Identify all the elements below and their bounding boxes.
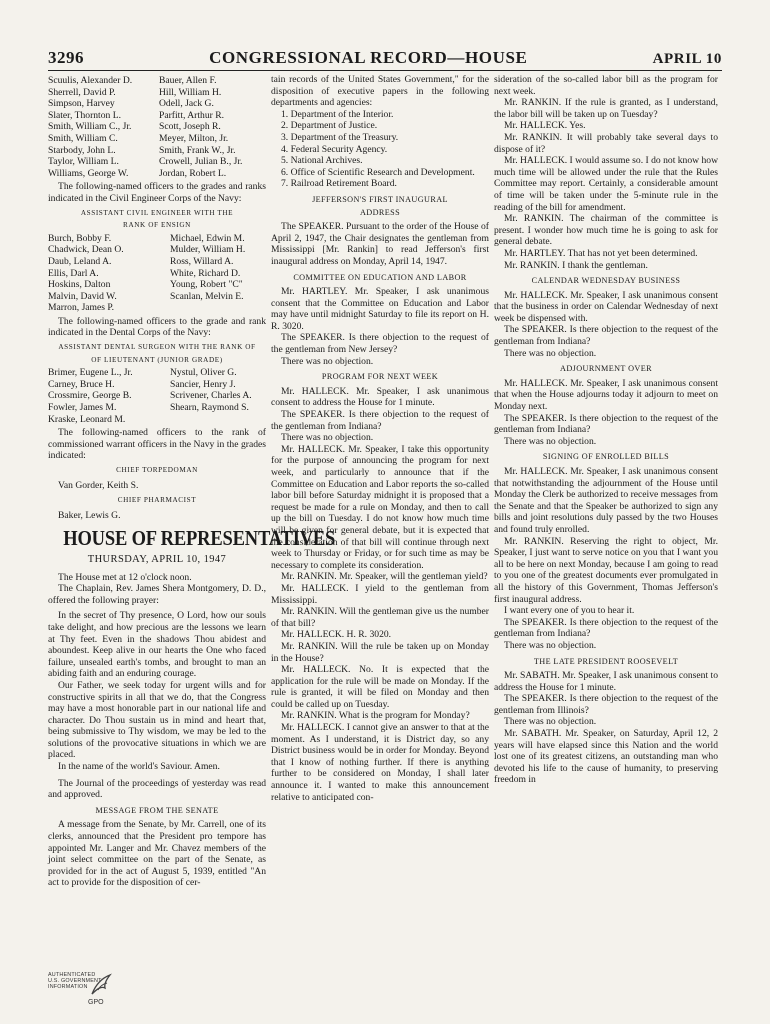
- speaker-objection-5: The SPEAKER. Is there objection to the request of the gentleman from Indiana?: [494, 616, 718, 640]
- rankin-hear-it: I want every one of you to hear it.: [504, 605, 635, 617]
- nominee-name: Ross, Willard A.: [170, 255, 234, 267]
- nominee-name: White, Richard D.: [170, 267, 241, 279]
- nominee-name: Parfitt, Arthur R.: [159, 109, 225, 121]
- speaker-objection-2: The SPEAKER. Is there objection to the request of the gentleman from Indiana?: [271, 409, 489, 432]
- nominee-name: Brimer, Eugene L., Jr.: [48, 367, 133, 379]
- rankin-chairman: Mr. RANKIN. The chairman of the committee is present. I wonder how much time he is going to ask for general debate.: [494, 213, 718, 248]
- nominee-name: Ellis, Darl A.: [48, 267, 99, 279]
- nominee-name: Crowell, Julian B., Jr.: [159, 156, 243, 168]
- session-date: THURSDAY, APRIL 10, 1947: [87, 553, 227, 565]
- chaplain-intro: The Chaplain, Rev. James Shera Montgomery, D. D., offered the following prayer:: [48, 583, 266, 606]
- nominee-name: Malvin, David W.: [48, 290, 117, 302]
- nominee-name: Sherrell, David P.: [48, 86, 116, 98]
- nominee-name: Simpson, Harvey: [48, 98, 115, 110]
- nominee-name: Taylor, William L.: [48, 156, 119, 168]
- gpo-seal-text-2: U.S. GOVERNMENT: [48, 978, 102, 985]
- nominee-name: Smith, Frank W., Jr.: [159, 144, 236, 156]
- nominee-name: Scuulis, Alexander D.: [48, 75, 133, 86]
- gpo-seal-text-3: INFORMATION: [48, 984, 88, 991]
- halleck-assume: Mr. HALLECK. I would assume so. I do not know how much time will be allowed under the rule that the Rules Committee may report. Certainly, a considerable amount of time will be taken under the 5-minute rule in the reading of the bill for amendment.: [494, 155, 718, 213]
- nominee-name: Marron, James P.: [48, 302, 115, 314]
- rankin-several-days: Mr. RANKIN. It will probably take several days to dispose of it?: [494, 131, 718, 155]
- nominee-name: Burch, Bobby F.: [48, 232, 112, 244]
- jefferson-heading: JEFFERSON'S FIRST INAUGURAL: [312, 194, 448, 204]
- list-item: 3. Department of the Treasury.: [281, 131, 399, 143]
- nominee-name: Meyer, Milton, Jr.: [159, 132, 229, 144]
- no-objection-6: There was no objection.: [504, 716, 597, 728]
- nominee-name: Hoskins, Dalton: [48, 279, 111, 291]
- gpo-seal-text-1: AUTHENTICATED: [48, 972, 96, 978]
- prayer-paragraph-2: Our Father, we seek today for urgent wills and for constructive spirits in all that we do, that the Congress may have a most honorable part in our national life and character. Do Thou sustain us in mind and heart that, being submissive to Thy wisdom, we may be led to the solutions of the provocative situations in which we are placed.: [48, 679, 266, 761]
- page-header: [48, 48, 722, 72]
- page-number: 3296: [48, 48, 84, 67]
- prayer-paragraph-3: In the name of the world's Saviour. Amen.: [58, 761, 220, 773]
- no-objection-5: There was no objection.: [504, 639, 597, 651]
- halleck-request-1: Mr. HALLECK. Mr. Speaker, I ask unanimous consent to address the House for 1 minute.: [271, 385, 489, 409]
- prayer-paragraph-1: In the secret of Thy presence, O Lord, how our souls take delight, and how precious are the lessons we learn at Thy feet. Even in the shadows Thou abidest and aboundest. Keep alive in our hearts the One who faced failure, unsealed earth's tombs, and brought to man an abiding faith and an enduring courage.: [48, 610, 266, 680]
- nominee-name: Smith, William C.: [48, 132, 118, 144]
- halleck-bill-number: Mr. HALLECK. H. R. 3020.: [281, 629, 392, 641]
- program-heading: PROGRAM FOR NEXT WEEK: [321, 372, 439, 382]
- roosevelt-heading: THE LATE PRESIDENT ROOSEVELT: [533, 656, 679, 666]
- torpedoman-subheading: CHIEF TORPEDOMAN: [116, 466, 198, 474]
- speaker-objection-3: The SPEAKER. Is there objection to the request of the gentleman from Indiana?: [494, 324, 718, 348]
- halleck-yes: Mr. HALLECK. Yes.: [504, 120, 586, 132]
- no-objection-3: There was no objection.: [504, 347, 597, 359]
- list-item: 1. Department of the Interior.: [281, 108, 394, 120]
- eagle-icon: [88, 972, 114, 1000]
- halleck-adjourn: Mr. HALLECK. Mr. Speaker, I ask unanimous consent that when the House adjourns today it adjourn to meet on Monday next.: [494, 377, 718, 413]
- nominee-name: Scanlan, Melvin E.: [170, 290, 244, 302]
- hartley-not-determined: Mr. HARTLEY. That has not yet been determined.: [504, 247, 698, 259]
- nominee-name: Carney, Bruce H.: [48, 378, 115, 390]
- column-2: [271, 74, 489, 803]
- halleck-calendar: Mr. HALLECK. Mr. Speaker, I ask unanimous consent that the business in order on Calendar Wednesday of next week be dispensed with.: [494, 289, 718, 324]
- rankin-rule-monday: Mr. RANKIN. Will the rule be taken up on Monday in the House?: [271, 640, 489, 664]
- speaker-objection-1: The SPEAKER. Is there objection to the request of the gentleman from New Jersey?: [271, 332, 489, 356]
- rankin-thanks: Mr. RANKIN. I thank the gentleman.: [504, 259, 648, 271]
- column-3: [494, 74, 718, 786]
- rankin-bill-number: Mr. RANKIN. Will the gentleman give us the number of that bill?: [271, 606, 489, 629]
- no-objection-2: There was no objection.: [281, 432, 374, 444]
- nominee-name: Sancier, Henry J.: [170, 378, 236, 390]
- nominee-name: Kraske, Leonard M.: [48, 413, 126, 425]
- senate-message: A message from the Senate, by Mr. Carrell, one of its clerks, announced that the President pro tempore has appointed Mr. Langer and Mr. Chavez members of the joint select committee on the part of the Senate, as provided for in the act of August 5, 1939, entitled "An act to provide for the disposition of cer-: [48, 819, 266, 889]
- no-objection-4: There was no objection.: [504, 435, 597, 447]
- rankin-yield: Mr. RANKIN. Mr. Speaker, will the gentleman yield?: [281, 571, 488, 583]
- halleck-program: Mr. HALLECK. Mr. Speaker, I take this opportunity for the purpose of announcing the program for next week, and particularly to announce that if the Committee on Education and Labor reports the so-called labor bill before Saturday midnight it is proposed that a request be made for a rule on Monday, and then to call up the bill on Tuesday. I do not know how much time will be given for general debate, but it is expected that the consideration of that bill will continue through next week to Thursday or Friday, or for such time as may be necessary to complete its consideration.: [271, 443, 489, 571]
- list-item: 6. Office of Scientific Research and Development.: [281, 166, 475, 178]
- pharmacist-subheading: CHIEF PHARMACIST: [117, 496, 197, 505]
- list-item: 2. Department of Justice.: [281, 120, 378, 132]
- sabath-tribute: Mr. SABATH. Mr. Speaker, on Saturday, April 12, 2 years will have elapsed since this Nation and the world lost one of its greatest citizens, an outstanding man who devoted his life to the cause of humanity, to preserving freedom in: [494, 728, 718, 786]
- rankin-jefferson: Mr. RANKIN. Reserving the right to object, Mr. Speaker, I just want to serve notice on you that I want you all to be here on next Monday, because I am going to read to you one of the greatest documents ever promulgated in all the history of this Government, Thomas Jefferson's first inaugural address.: [494, 535, 718, 605]
- rankin-tuesday: Mr. RANKIN. If the rule is granted, as I understand, the labor bill will be taken up on Tuesday?: [494, 97, 718, 120]
- calendar-heading: CALENDAR WEDNESDAY BUSINESS: [531, 276, 681, 286]
- dental-corps-intro: The following-named officers to the grade and rank indicated in the Dental Corps of the Navy:: [48, 315, 266, 339]
- speaker-objection-6: The SPEAKER. Is there objection to the request of the gentleman from Illinois?: [494, 693, 718, 716]
- nominee-name: Scott, Joseph R.: [159, 121, 221, 133]
- lieutenant-subheading: OF LIEUTENANT (JUNIOR GRADE): [91, 355, 223, 364]
- nominee-name: Odell, Jack G.: [159, 98, 214, 110]
- running-title: CONGRESSIONAL RECORD—HOUSE: [209, 48, 528, 67]
- nominee-name: Michael, Edwin M.: [170, 232, 245, 244]
- nominee-name: Crossmire, George B.: [48, 390, 132, 402]
- labor-bill-continued: sideration of the so-called labor bill as the program for next week.: [494, 74, 718, 97]
- nominee-name: Jordan, Robert L.: [159, 167, 227, 179]
- nominee-name: Chadwick, Dean O.: [48, 244, 124, 256]
- list-item: 7. Railroad Retirement Board.: [281, 178, 397, 190]
- halleck-yield: Mr. HALLECK. I yield to the gentleman from Mississippi.: [271, 582, 489, 606]
- adjournment-heading: ADJOURNMENT OVER: [560, 364, 652, 374]
- civil-engineer-intro: The following-named officers to the grades and ranks indicated in the Civil Engineer Corps of the Navy:: [48, 181, 266, 204]
- sabath-request: Mr. SABATH. Mr. Speaker, I ask unanimous consent to address the House for 1 minute.: [494, 670, 718, 693]
- warrant-officers-intro: The following-named officers to the rank of commissioned warrant officers in the Navy in the grades indicated:: [48, 427, 266, 462]
- speaker-designation: The SPEAKER. Pursuant to the order of the House of April 2, 1947, the Chair designates the gentleman from Mississippi [Mr. Rankin] to read Jefferson's first inaugural address on Monday, April 14, 1947.: [271, 221, 489, 267]
- halleck-signing: Mr. HALLECK. Mr. Speaker, I ask unanimous consent that notwithstanding the adjournment of the House until Monday the Clerk be authorized to receive messages from the Senate and that the Speaker be authorized to sign any bills and joint resolutions duly passed by the two Houses and found truly enrolled.: [494, 466, 718, 535]
- nominee-name: Young, Robert "C": [170, 279, 243, 291]
- pharmacist-nominee: Baker, Lewis G.: [58, 509, 121, 521]
- nominee-name: Smith, William C., Jr.: [48, 121, 132, 133]
- header-date: APRIL 10: [652, 51, 722, 67]
- header-rule: [48, 70, 722, 71]
- hartley-request: Mr. HARTLEY. Mr. Speaker, I ask unanimous consent that the Committee on Education and Labor may have until midnight Saturday to file its report on H. R. 3020.: [271, 286, 489, 332]
- halleck-rule-answer: Mr. HALLECK. No. It is expected that the application for the rule will be made on Monday. If the rule is granted, it will be filed on Monday and then could be called up on Tuesday.: [271, 664, 489, 710]
- nominee-name: Starbody, John L.: [48, 144, 116, 156]
- civil-engineer-subheading: ASSISTANT CIVIL ENGINEER WITH THE: [80, 208, 234, 217]
- nominee-name: Slater, Thornton L.: [48, 109, 121, 121]
- jefferson-heading-2: ADDRESS: [359, 207, 401, 217]
- torpedoman-nominee: Van Gorder, Keith S.: [58, 479, 139, 491]
- dental-nominees: [48, 367, 266, 425]
- nominee-name: Fowler, James M.: [48, 402, 117, 414]
- house-heading: HOUSE OF REPRESENTATIVES: [63, 526, 336, 551]
- halleck-district-day: Mr. HALLECK. I cannot give an answer to that at the moment. As I understand, it is District day, so any District business would be in order for Monday. Beyond that I know of nothing further. If there is anything further to be considered on Monday, I shall later announce it. I wanted to make this announcement relative to anticipated con-: [271, 722, 489, 803]
- nominee-name: Williams, George W.: [48, 167, 129, 179]
- nominee-name: Shearn, Raymond S.: [170, 402, 249, 414]
- rankin-monday-program: Mr. RANKIN. What is the program for Monday?: [281, 710, 470, 722]
- civil-engineer-nominees: [48, 233, 266, 314]
- nominee-name: Hill, William H.: [159, 86, 222, 98]
- journal-approved: The Journal of the proceedings of yesterday was read and approved.: [48, 777, 266, 801]
- nominee-name: Mulder, William H.: [170, 244, 246, 256]
- gpo-label: GPO: [88, 999, 104, 1006]
- nominee-name: [170, 302, 266, 314]
- agencies-list: [271, 109, 489, 190]
- gpo-authentication-seal: [48, 972, 114, 1012]
- nominee-name: [170, 414, 266, 426]
- list-item: 4. Federal Security Agency.: [281, 143, 388, 155]
- ensign-subheading: RANK OF ENSIGN: [123, 221, 191, 230]
- senate-message-heading: MESSAGE FROM THE SENATE: [95, 805, 219, 815]
- speaker-objection-4: The SPEAKER. Is there objection to the request of the gentleman from Indiana?: [494, 412, 718, 436]
- house-met: The House met at 12 o'clock noon.: [58, 571, 192, 583]
- dental-surgeon-subheading: ASSISTANT DENTAL SURGEON WITH THE RANK OF: [58, 343, 256, 352]
- signing-heading: SIGNING OF ENROLLED BILLS: [542, 452, 670, 462]
- list-item: 5. National Archives.: [281, 155, 363, 167]
- nominee-name: Nystul, Oliver G.: [170, 367, 237, 379]
- nominee-name: Scrivener, Charles A.: [170, 390, 252, 402]
- nominee-name: Daub, Leland A.: [48, 255, 112, 267]
- no-objection-1: There was no objection.: [281, 355, 374, 367]
- nominee-name: Bauer, Allen F.: [159, 75, 217, 86]
- records-intro: tain records of the United States Government," for the disposition of executive papers in the following departments and agencies:: [271, 74, 489, 109]
- nominee-list-continued: [48, 75, 266, 179]
- committee-heading: COMMITTEE ON EDUCATION AND LABOR: [293, 272, 467, 282]
